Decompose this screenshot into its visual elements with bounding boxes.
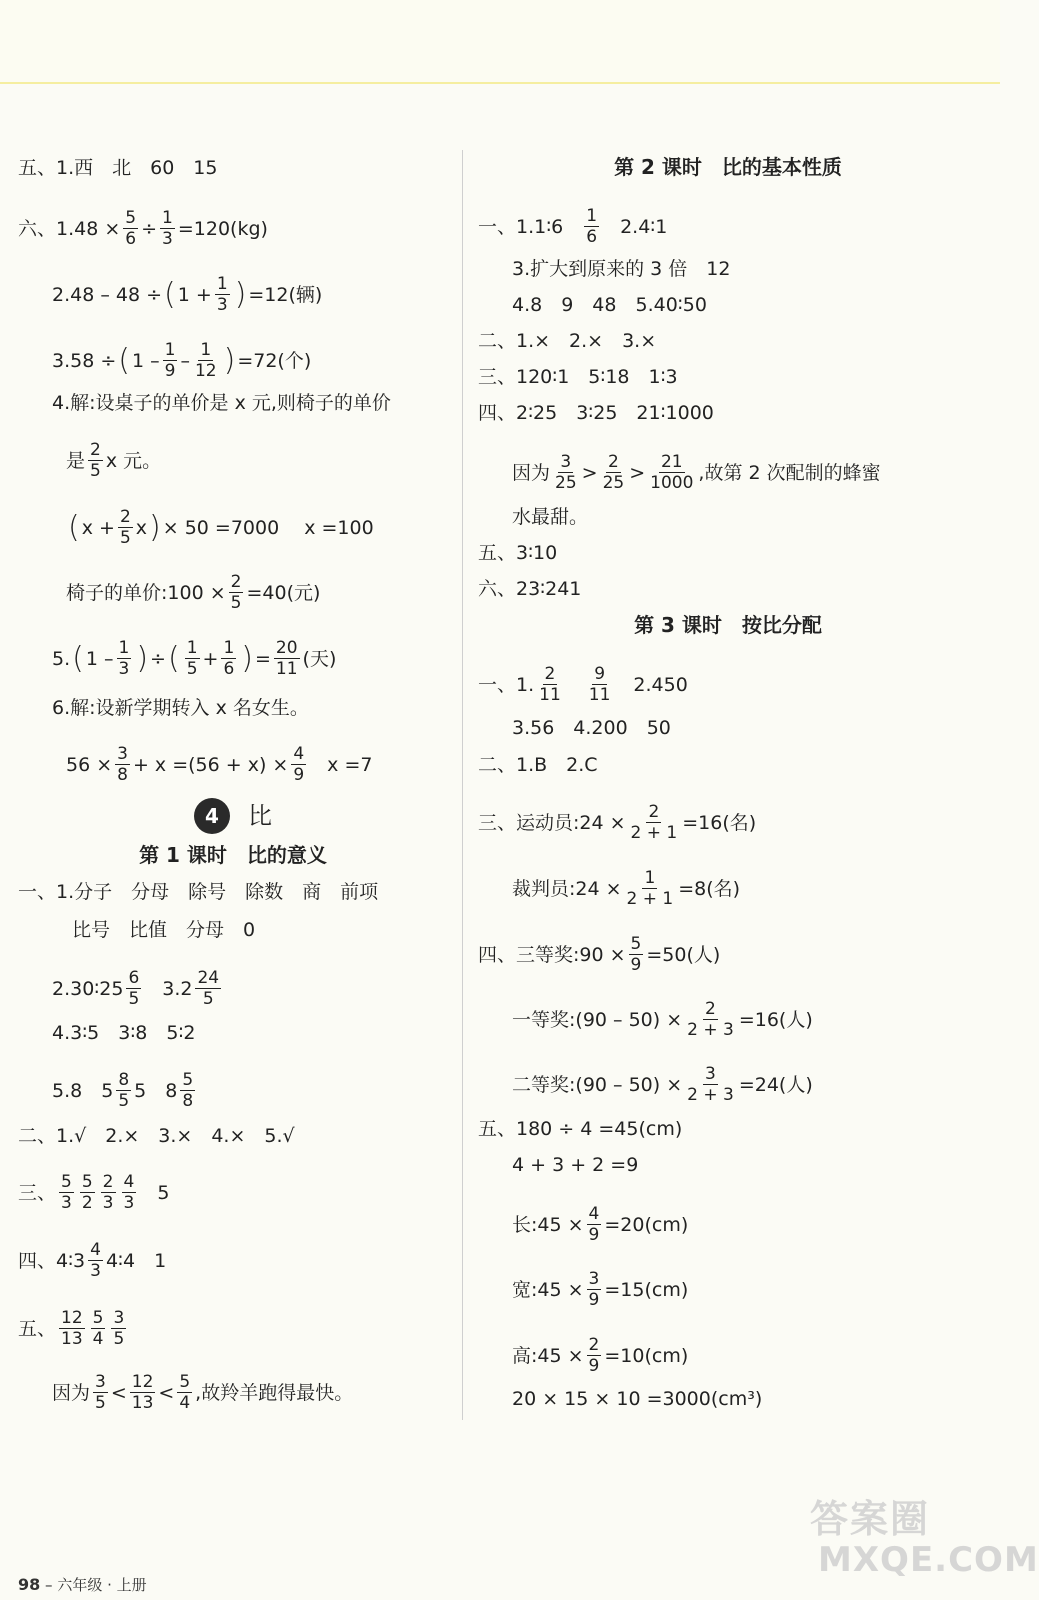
- num: 2: [705, 999, 716, 1019]
- text: 裁判员:24 ×: [512, 877, 622, 900]
- s-section-2: [478, 752, 598, 778]
- fraction: [160, 208, 175, 249]
- num: 8: [118, 1070, 130, 1090]
- text: 6.解:设新学期转入 x 名女生。: [52, 697, 309, 719]
- watermark-url: MXQE.COM: [818, 1540, 1039, 1580]
- den: 5: [118, 1091, 130, 1111]
- num: 2: [102, 1172, 114, 1192]
- den: 13: [61, 1329, 83, 1349]
- paren: ): [223, 342, 236, 378]
- text: 5 8: [134, 1079, 178, 1102]
- num: 24: [197, 968, 220, 988]
- den: 8: [117, 765, 128, 785]
- text: x 元。: [105, 449, 162, 472]
- fraction: [93, 1372, 108, 1413]
- num: 2: [230, 572, 242, 592]
- fraction: [193, 340, 219, 381]
- text: =120(kg): [177, 217, 268, 240]
- fraction: [88, 1240, 103, 1281]
- den: 6: [223, 659, 235, 679]
- text: 一、1.分子 分母 除号 除数 商 前项: [18, 881, 379, 903]
- fraction: [229, 572, 244, 613]
- num: 2: [648, 802, 660, 822]
- text: 2.30∶25: [52, 977, 124, 1000]
- fraction: [101, 1172, 116, 1213]
- fraction: [130, 1372, 156, 1413]
- text: >: [581, 461, 598, 484]
- fraction: [126, 968, 141, 1009]
- r-section-3: [478, 364, 678, 390]
- answer-6-1: [18, 208, 268, 249]
- fraction: [59, 1172, 74, 1213]
- num: 4: [293, 744, 305, 764]
- r-section-4: [478, 400, 714, 426]
- num: 3: [113, 1308, 125, 1328]
- num: 1: [586, 206, 598, 226]
- text: =20(cm): [604, 1213, 689, 1236]
- text: x =7: [327, 753, 373, 776]
- text: =72(个): [237, 349, 312, 372]
- text: 56 ×: [66, 753, 113, 776]
- num: 3: [560, 452, 572, 472]
- s-section-4c: [512, 1064, 813, 1105]
- l1-section-2: [18, 1123, 295, 1149]
- text: 因为: [52, 1381, 91, 1404]
- answer-6-6a: [52, 695, 309, 721]
- text: =16(人): [738, 1008, 813, 1031]
- fraction: [537, 664, 563, 705]
- num: 2: [544, 664, 556, 684]
- num: 3: [117, 744, 128, 764]
- unit-title: 比: [248, 802, 272, 830]
- text: 4.解:设桌子的单价是 x 元,则椅子的单价: [52, 392, 391, 414]
- den: 25: [602, 473, 625, 493]
- den: 5: [230, 593, 242, 613]
- fraction: [584, 206, 599, 247]
- den: 13: [131, 1393, 154, 1413]
- fraction: [587, 664, 613, 705]
- text: 5: [157, 1181, 170, 1204]
- s-section-5c: [512, 1204, 688, 1245]
- den: 9: [588, 1290, 600, 1310]
- text: 四、2∶25 3∶25 21∶1000: [478, 402, 714, 424]
- unit-number-badge: 4: [194, 798, 230, 834]
- num: 1: [216, 274, 228, 294]
- text: =40(元): [246, 581, 321, 604]
- fraction: [115, 744, 130, 785]
- text: 3.56 4.200 50: [512, 717, 671, 739]
- fraction: [122, 1172, 137, 1213]
- num: 4: [90, 1240, 101, 1260]
- r-answer-1: [478, 206, 667, 247]
- den: 11: [275, 659, 298, 679]
- fraction: [221, 638, 236, 679]
- l1-answer-1b: [72, 917, 255, 943]
- fraction: [88, 440, 103, 481]
- page-footer: [18, 1574, 147, 1595]
- den: 8: [182, 1091, 194, 1111]
- text: 二等奖:(90 – 50) ×: [512, 1073, 683, 1096]
- text: 四、三等奖:90 ×: [478, 943, 626, 966]
- text: =15(cm): [604, 1278, 689, 1301]
- den: 9: [588, 1356, 600, 1376]
- den: 3: [162, 229, 173, 249]
- num: 4: [588, 1204, 600, 1224]
- den: 3: [90, 1261, 101, 1281]
- text: 第 2 课时 比的基本性质: [614, 155, 842, 179]
- s-answer-1: [478, 664, 688, 705]
- num: 12: [61, 1308, 83, 1328]
- num: 1: [118, 638, 130, 658]
- num: 1: [186, 638, 198, 658]
- den: 11: [539, 685, 561, 705]
- answer-5: [18, 155, 217, 181]
- den: 4: [179, 1393, 191, 1413]
- l1-section-5: [18, 1308, 129, 1349]
- num: 1: [644, 868, 656, 888]
- l1-section-3: [18, 1172, 169, 1213]
- fraction: [163, 340, 178, 381]
- fraction: [117, 638, 132, 679]
- r-section-4b: [512, 452, 881, 493]
- fraction: [629, 802, 680, 843]
- num: 5: [182, 1070, 194, 1090]
- den: 3: [216, 295, 228, 315]
- text: =: [254, 647, 271, 670]
- answer-6-4c: [66, 507, 374, 548]
- text: 五、180 ÷ 4 =45(cm): [478, 1118, 683, 1140]
- text: =16(名): [682, 811, 757, 834]
- num: 9: [594, 664, 606, 684]
- text: 三、120∶1 5∶18 1∶3: [478, 366, 678, 388]
- r-section-4c: [512, 504, 588, 530]
- answer-6-4a: [52, 390, 391, 416]
- fraction: [177, 1372, 192, 1413]
- unit-heading: [18, 798, 448, 834]
- den: 2 + 3: [687, 1085, 734, 1105]
- text: 六、23∶241: [478, 578, 582, 600]
- num: 1: [162, 208, 173, 228]
- num: 12: [131, 1372, 154, 1392]
- text: 4.8 9 48 5.40∶50: [512, 294, 707, 316]
- r-section-6: [478, 576, 581, 602]
- text: +: [202, 647, 219, 670]
- den: 2 + 1: [630, 823, 678, 843]
- s-answer-1-3: [512, 715, 671, 741]
- paren: (: [118, 342, 130, 378]
- num: 1: [164, 340, 176, 360]
- fraction: [587, 1335, 602, 1376]
- num: 5: [81, 1172, 93, 1192]
- text: ,故羚羊跑得最快。: [195, 1381, 354, 1404]
- text: 比号 比值 分母 0: [72, 919, 256, 941]
- den: 9: [588, 1225, 600, 1245]
- den: 5: [119, 528, 131, 548]
- paren: (: [68, 509, 80, 545]
- text: 5.8 5: [52, 1079, 114, 1102]
- den: 6: [125, 229, 137, 249]
- text: <: [158, 1381, 175, 1404]
- text: 3.2: [162, 977, 193, 1000]
- s-section-3b: [512, 868, 740, 909]
- fraction: [215, 274, 230, 315]
- column-divider: [462, 150, 463, 1420]
- top-band: [0, 0, 1000, 84]
- den: 5: [95, 1393, 106, 1413]
- num: 20: [275, 638, 298, 658]
- s-section-5e: [512, 1335, 688, 1376]
- text: 五、: [18, 1317, 57, 1340]
- text: 四、4∶3: [18, 1249, 86, 1272]
- text: 4 + 3 + 2 =9: [512, 1154, 639, 1176]
- den: 9: [164, 361, 176, 381]
- text: 4∶4 1: [105, 1249, 167, 1272]
- answer-6-4b: [66, 440, 161, 481]
- text: 是: [66, 449, 86, 472]
- den: 3: [123, 1193, 135, 1213]
- text: 1 –: [85, 647, 114, 670]
- text: 椅子的单价:100 ×: [66, 581, 226, 604]
- text: 3.58 ÷: [52, 349, 117, 372]
- fraction: [91, 1308, 106, 1349]
- text: =24(人): [738, 1073, 813, 1096]
- den: 2 + 3: [687, 1020, 734, 1040]
- den: 3: [102, 1193, 114, 1213]
- r-answer-1-3: [512, 256, 730, 282]
- s-section-5d: [512, 1269, 688, 1310]
- den: 12: [194, 361, 217, 381]
- s-section-3: [478, 802, 756, 843]
- num: 1: [200, 340, 212, 360]
- num: 2: [607, 452, 619, 472]
- num: 3: [95, 1372, 106, 1392]
- den: 6: [586, 227, 598, 247]
- num: 5: [61, 1172, 72, 1192]
- fraction: [587, 1269, 602, 1310]
- l1-answer-4: [52, 1020, 196, 1046]
- den: 3: [61, 1193, 72, 1213]
- text: 第 3 课时 按比分配: [634, 613, 822, 637]
- num: 2: [119, 507, 131, 527]
- text: 一、1.: [478, 673, 535, 696]
- text: 1 –: [131, 349, 160, 372]
- den: 5: [113, 1329, 125, 1349]
- num: 5: [125, 208, 137, 228]
- text: 二、1.B 2.C: [478, 754, 598, 776]
- l1-answer-5: [52, 1070, 198, 1111]
- l1-section-5b: [52, 1372, 353, 1413]
- lesson-3-title: [478, 612, 978, 638]
- text: 二、1.√ 2.× 3.× 4.× 5.√: [18, 1125, 295, 1147]
- den: 5: [186, 659, 198, 679]
- text: –: [45, 1576, 53, 1594]
- text: =8(名): [678, 877, 741, 900]
- num: 2: [90, 440, 101, 460]
- text: 水最甜。: [512, 506, 589, 528]
- text: ÷: [141, 217, 158, 240]
- num: 3: [588, 1269, 600, 1289]
- fraction: [648, 452, 695, 493]
- fraction: [553, 452, 579, 493]
- fraction: [185, 638, 200, 679]
- s-section-4b: [512, 999, 813, 1040]
- text: 第 1 课时 比的意义: [139, 843, 327, 867]
- text: 三、运动员:24 ×: [478, 811, 626, 834]
- text: 五、1.西 北 60 15: [18, 157, 218, 179]
- paren: ): [136, 640, 149, 676]
- page-number: 98: [18, 1575, 41, 1594]
- num: 21: [660, 452, 683, 472]
- text: + x =(56 + x) ×: [132, 753, 289, 776]
- fraction: [291, 744, 306, 785]
- num: 6: [128, 968, 140, 988]
- num: 5: [630, 934, 642, 954]
- fraction: [118, 507, 133, 548]
- fraction: [195, 968, 221, 1009]
- r-answer-1-4: [512, 292, 707, 318]
- den: 9: [293, 765, 305, 785]
- text: 一等奖:(90 – 50) ×: [512, 1008, 683, 1031]
- num: 5: [92, 1308, 104, 1328]
- paren: (: [72, 640, 84, 676]
- text: 二、1.× 2.× 3.×: [478, 330, 657, 352]
- text: ÷: [150, 647, 166, 670]
- paren: (: [167, 640, 180, 676]
- answer-6-6b: [66, 744, 372, 785]
- num: 3: [705, 1064, 716, 1084]
- fraction: [180, 1070, 195, 1111]
- den: 5: [128, 989, 140, 1009]
- text: >: [629, 461, 646, 484]
- den: 5: [90, 461, 101, 481]
- fraction: [111, 1308, 126, 1349]
- text: 20 × 15 × 10 =3000(cm³): [512, 1388, 763, 1410]
- text: 2.450: [633, 673, 688, 696]
- text: (天): [302, 647, 337, 670]
- answer-6-5: [52, 638, 336, 679]
- paren: ): [241, 640, 253, 676]
- text: × 50 =7000 x =100: [162, 516, 374, 539]
- den: 9: [630, 955, 642, 975]
- fraction: [629, 934, 644, 975]
- text: 3.扩大到原来的 3 倍 12: [512, 258, 731, 280]
- l1-answer-2-3: [52, 968, 224, 1009]
- fraction: [685, 1064, 736, 1105]
- fraction: [59, 1308, 85, 1349]
- num: 5: [179, 1372, 191, 1392]
- text: <: [110, 1381, 127, 1404]
- fraction: [685, 999, 736, 1040]
- watermark-logo: 答案圈: [810, 1497, 931, 1541]
- paren: ): [149, 509, 161, 545]
- text: 五、3∶10: [478, 542, 558, 564]
- den: 4: [92, 1329, 104, 1349]
- text: =10(cm): [604, 1344, 689, 1367]
- fraction: [80, 1172, 95, 1213]
- lesson-2-title: [478, 154, 978, 180]
- text: =50(人): [646, 943, 721, 966]
- num: 4: [123, 1172, 135, 1192]
- fraction: [116, 1070, 131, 1111]
- fraction: [274, 638, 300, 679]
- den: 2 + 1: [626, 889, 674, 909]
- text: 因为: [512, 461, 551, 484]
- text: 一、1.1∶6: [478, 215, 564, 238]
- text: x: [135, 516, 148, 539]
- num: 1: [223, 638, 235, 658]
- fraction: [587, 1204, 602, 1245]
- s-section-5b: [512, 1152, 638, 1178]
- num: 2: [588, 1335, 600, 1355]
- l1-answer-1a: [18, 879, 378, 905]
- book-label: 六年级 · 上册: [57, 1576, 147, 1594]
- answer-6-2: [52, 274, 322, 315]
- text: 2.4∶1: [620, 215, 668, 238]
- lesson-1-title: [18, 842, 448, 868]
- answer-6-4d: [66, 572, 320, 613]
- den: 5: [202, 989, 214, 1009]
- den: 25: [555, 473, 577, 493]
- s-section-5f: [512, 1386, 762, 1412]
- text: =12(辆): [248, 283, 323, 306]
- text: 5.: [52, 647, 71, 670]
- paren: ): [234, 276, 247, 312]
- text: 宽:45 ×: [512, 1278, 584, 1301]
- s-section-5: [478, 1116, 682, 1142]
- answer-6-3: [52, 340, 311, 381]
- text: 长:45 ×: [512, 1213, 584, 1236]
- paren: (: [164, 276, 176, 312]
- text: x +: [81, 516, 115, 539]
- text: 六、1.48 ×: [18, 217, 121, 240]
- s-section-4: [478, 934, 720, 975]
- den: 3: [118, 659, 130, 679]
- text: 三、: [18, 1181, 57, 1204]
- den: 1000: [650, 473, 694, 493]
- fraction: [123, 208, 138, 249]
- text: 4.3∶5 3∶8 5∶2: [52, 1022, 196, 1044]
- text: 2.48 – 48 ÷: [52, 283, 163, 306]
- text: 高:45 ×: [512, 1344, 584, 1367]
- text: –: [180, 349, 190, 372]
- den: 11: [588, 685, 611, 705]
- r-section-2: [478, 328, 656, 354]
- fraction: [601, 452, 627, 493]
- text: ,故第 2 次配制的蜂蜜: [698, 461, 881, 484]
- r-section-5: [478, 540, 557, 566]
- fraction: [625, 868, 676, 909]
- text: 1 +: [177, 283, 212, 306]
- den: 2: [81, 1193, 93, 1213]
- l1-section-4: [18, 1240, 166, 1281]
